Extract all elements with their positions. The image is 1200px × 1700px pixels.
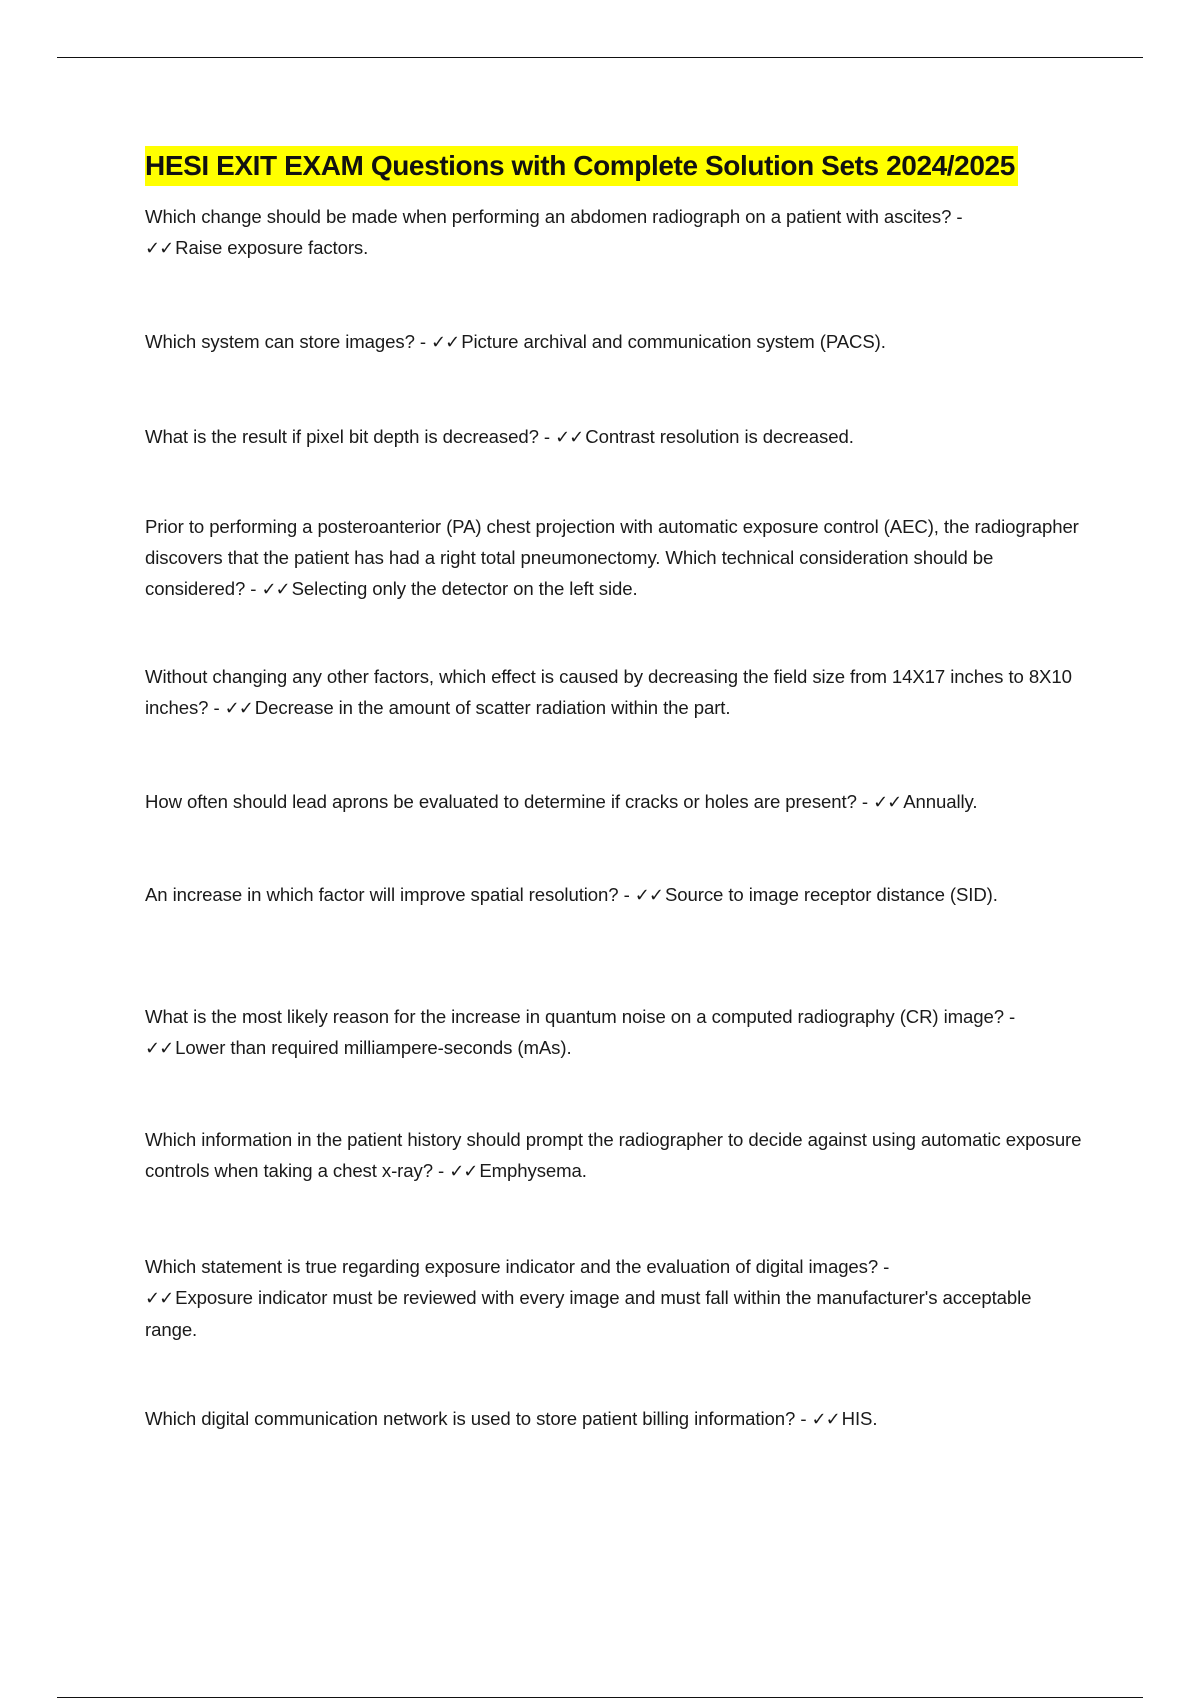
qa-item [145,1124,1085,1187]
question-text: Which statement is true regarding exposure indicator and the evaluation of digital images? [145,1256,879,1277]
double-check-icon: ✓✓ [261,579,290,600]
top-divider [57,57,1143,58]
question-text: Prior to performing a posteroanterior (PA) chest projection with automatic exposure control (AEC), the radiographer discovers that the patient has had a right total pneumonectomy. Which technical consideration should be considered? [145,516,1079,599]
double-check-icon: ✓✓ [145,1288,174,1309]
question-text: What is the result if pixel bit depth is decreased? [145,426,539,447]
separator: - [414,331,432,352]
separator: - [538,426,556,447]
qa-item [145,661,1085,724]
double-check-icon: ✓✓ [145,238,174,259]
double-check-icon: ✓✓ [811,1409,840,1430]
separator: - [856,791,874,812]
qa-item [145,879,1085,911]
answer-text: Picture archival and communication system (PACS). [461,331,886,352]
separator: - [951,206,963,227]
qa-item [145,786,1085,818]
answer-text: Exposure indicator must be reviewed with every image and must fall within the manufacturer's acceptable range. [145,1287,1032,1340]
separator: - [208,697,225,718]
answer-text: HIS. [841,1408,878,1429]
double-check-icon: ✓✓ [555,427,584,448]
question-text: What is the most likely reason for the increase in quantum noise on a computed radiography (CR) image? [145,1006,1004,1027]
qa-item [145,201,1085,264]
question-text: How often should lead aprons be evaluated to determine if cracks or holes are present? [145,791,857,812]
double-check-icon: ✓✓ [634,885,663,906]
question-text: Without changing any other factors, which effect is caused by decreasing the field size from 14X17 inches to 8X10 inches? [145,666,1072,718]
question-text: An increase in which factor will improve spatial resolution? [145,884,619,905]
answer-text: Decrease in the amount of scatter radiation within the part. [254,697,731,718]
double-check-icon: ✓✓ [224,698,253,719]
separator: - [432,1160,450,1181]
qa-item [145,1251,1085,1345]
qa-item [145,421,1085,453]
answer-text: Lower than required milliampere-seconds (mAs). [175,1037,572,1058]
double-check-icon: ✓✓ [449,1161,478,1182]
double-check-icon: ✓✓ [145,1038,174,1059]
question-text: Which information in the patient history should prompt the radiographer to decide against using automatic exposure controls when taking a chest x-ray? [145,1129,1082,1181]
qa-item [145,1403,1085,1435]
question-text: Which system can store images? [145,331,415,352]
answer-text: Emphysema. [479,1160,587,1181]
document-title: HESI EXIT EXAM Questions with Complete Solution Sets 2024/2025 [145,146,1018,186]
document-body [145,146,1085,1430]
separator: - [878,1256,890,1277]
separator: - [1003,1006,1016,1027]
bottom-divider [57,1697,1143,1698]
answer-text: Selecting only the detector on the left side. [291,578,638,599]
double-check-icon: ✓✓ [873,792,902,813]
qa-item [145,511,1085,605]
answer-text: Raise exposure factors. [175,237,369,258]
double-check-icon: ✓✓ [431,332,460,353]
separator: - [618,884,635,905]
separator: - [245,578,262,599]
qa-item [145,1001,1085,1064]
separator: - [795,1408,812,1429]
question-text: Which digital communication network is used to store patient billing information? [145,1408,796,1429]
question-text: Which change should be made when performing an abdomen radiograph on a patient with ascites? [145,206,952,227]
answer-text: Source to image receptor distance (SID). [664,884,998,905]
answer-text: Annually. [903,791,978,812]
qa-item [145,326,1085,358]
answer-text: Contrast resolution is decreased. [585,426,854,447]
